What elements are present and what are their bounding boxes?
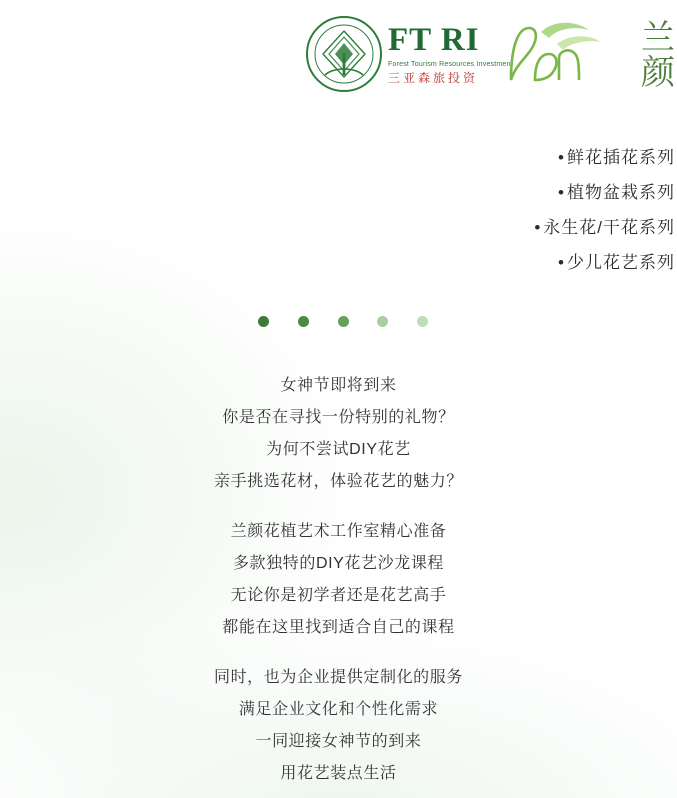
copy-line: 同时，也为企业提供定制化的服务 [213, 669, 463, 686]
leaf-script-logo-icon [505, 14, 635, 92]
copy-line: 满足企业文化和个性化需求 [238, 701, 439, 718]
ftri-chinese-name: 三亚森旅投资 [388, 71, 479, 85]
copy-line: 用花艺装点生活 [280, 765, 397, 782]
series-item [0, 175, 675, 210]
lan-chinese-bottom: 颜 [641, 55, 676, 93]
series-item-label: 植物盆栽系列 [567, 183, 675, 202]
paragraph-gap [0, 498, 677, 516]
series-item [0, 140, 675, 175]
series-item-label: 永生花/干花系列 [543, 218, 675, 237]
series-item [0, 210, 675, 245]
lan-chinese [641, 21, 676, 92]
copy-line: 无论你是初学者还是花艺高手 [230, 587, 447, 604]
series-item [0, 245, 675, 280]
lan-chinese-top: 兰 [641, 19, 676, 57]
ftri-mark [388, 24, 513, 57]
paragraph-gap [0, 644, 677, 662]
series-list [0, 140, 677, 280]
dot-indicator [258, 316, 269, 327]
dot-indicator [298, 316, 309, 327]
dot-divider [258, 316, 428, 327]
series-bullet-icon: • [558, 253, 565, 272]
ftri-mark-text: FT RI [388, 22, 480, 58]
copy-line: 多款独特的DIY花艺沙龙课程 [232, 555, 445, 572]
forest-circle-emblem-icon [306, 16, 382, 92]
copy-line: 兰颜花植艺术工作室精心准备 [230, 523, 447, 540]
dot-indicator [417, 316, 428, 327]
copy-line: 一同迎接女神节的到来 [255, 733, 422, 750]
copy-line: 亲手挑选花材，体验花艺的魅力？ [213, 473, 463, 490]
dot-indicator [377, 316, 388, 327]
copy-line: 女神节即将到来 [280, 377, 397, 394]
copy-line: 你是否在寻找一份特别的礼物？ [222, 409, 455, 426]
lan-logo [505, 14, 676, 92]
copy-line: 为何不尝试DIY花艺 [266, 441, 411, 458]
ftri-logo-text [388, 24, 513, 84]
copy-line: 都能在这里找到适合自己的课程 [222, 619, 455, 636]
ftri-logo [306, 16, 513, 92]
series-item-label: 少儿花艺系列 [567, 253, 675, 272]
series-bullet-icon: • [558, 148, 565, 167]
series-bullet-icon: • [534, 218, 542, 237]
dot-indicator [338, 316, 349, 327]
header [0, 8, 677, 108]
body-copy [0, 370, 677, 790]
series-bullet-icon: • [558, 183, 565, 202]
ftri-english-name: Forest Tourism Resources Investment [388, 61, 513, 68]
series-item-label: 鲜花插花系列 [567, 148, 675, 167]
